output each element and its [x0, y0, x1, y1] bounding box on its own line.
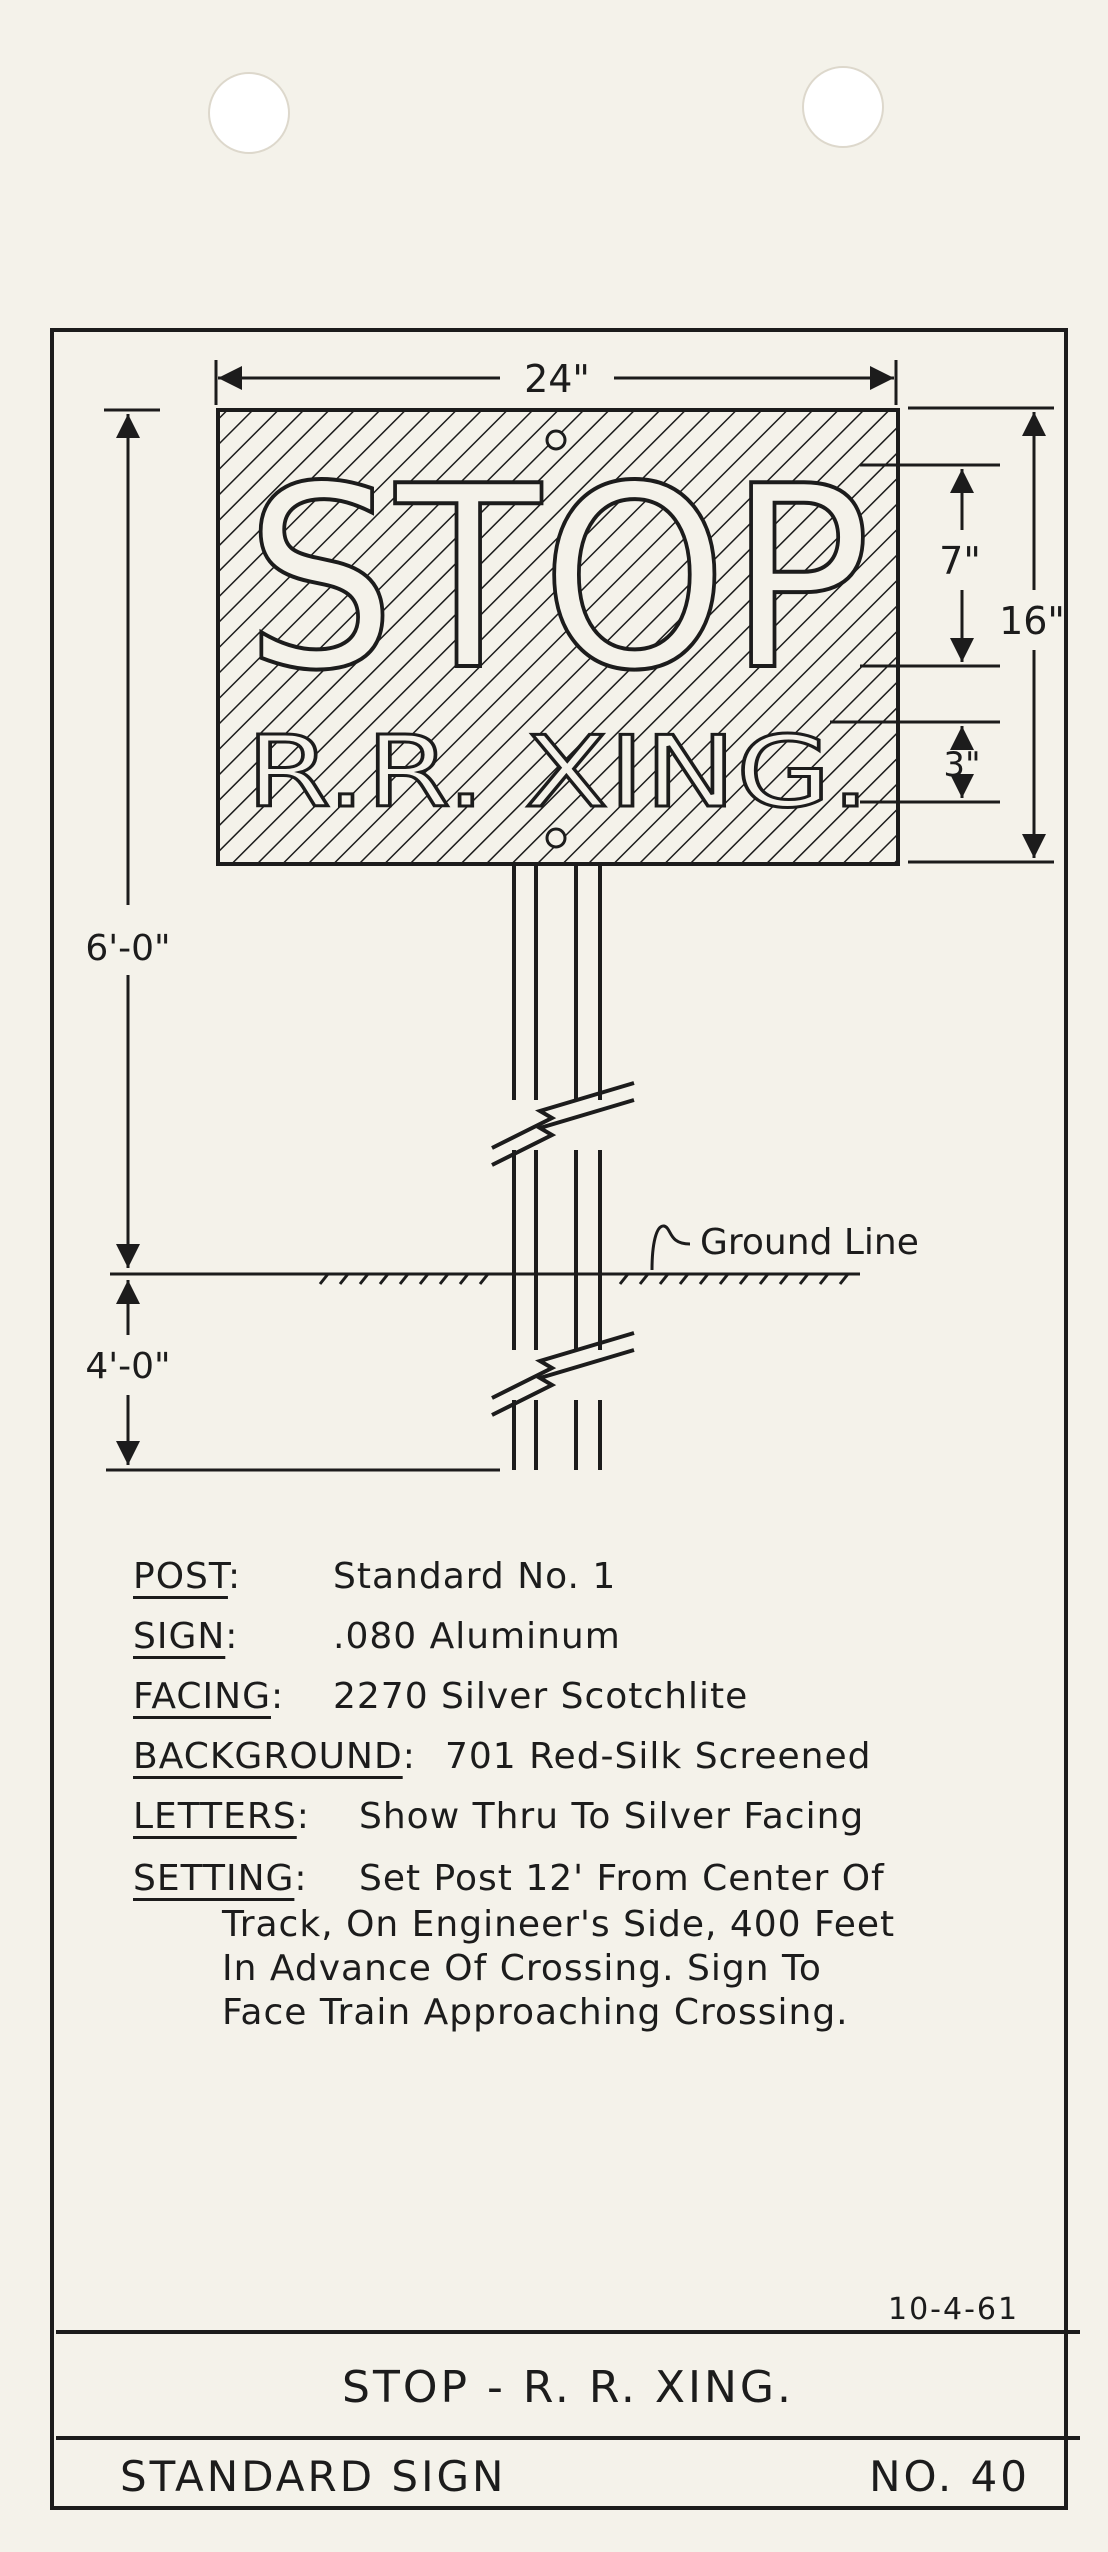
spec-letters-key: LETTERS [133, 1796, 297, 1837]
below-ground-label: 4'-0" [85, 1346, 171, 1387]
setting-line-3: Face Train Approaching Crossing. [222, 1992, 849, 2033]
spec-background-sep: : [402, 1736, 416, 1777]
sign-number: NO. 40 [869, 2452, 1030, 2501]
spec-sign-value: .080 Aluminum [333, 1616, 621, 1657]
top-letter-label: 7" [939, 539, 981, 583]
below-ground-dimension [85, 1280, 170, 1465]
sign-title [56, 2330, 1080, 2440]
spec-facing-sep: : [270, 1676, 285, 1717]
sign-post [106, 866, 634, 1470]
width-dimension [216, 357, 896, 405]
spec-post-key: POST [133, 1556, 228, 1597]
spec-sign-sep: : [225, 1616, 239, 1657]
spec-setting [133, 1858, 885, 1899]
spec-background-key: BACKGROUND [133, 1736, 403, 1777]
spec-post-sep: : [227, 1556, 242, 1597]
sign-xing-text: R.R. XING. [246, 716, 870, 830]
standard-sign-label: STANDARD SIGN [120, 2452, 507, 2501]
width-label: 24" [524, 357, 590, 401]
setting-line-1: Track, On Engineer's Side, 400 Feet [222, 1904, 896, 1945]
spec-facing-key: FACING [133, 1676, 271, 1717]
above-ground-dimension [85, 410, 170, 1268]
spec-facing-value: 2270 Silver Scotchlite [333, 1676, 749, 1717]
footer-bar [56, 2436, 1080, 2510]
spec-setting-key: SETTING [133, 1858, 295, 1899]
height-label: 16" [999, 599, 1065, 643]
spec-letters-sep: : [296, 1796, 310, 1837]
sign-title-text: STOP - R. R. XING. [342, 2361, 794, 2413]
spec-background-value: 701 Red-Silk Screened [445, 1736, 872, 1777]
sign-stop-text: STOP [245, 433, 871, 726]
spec-post [133, 1556, 617, 1597]
ground-line-label: Ground Line [700, 1222, 919, 1263]
bottom-letter-label: 3" [943, 745, 981, 785]
spec-letters [133, 1796, 865, 1837]
spec-facing [133, 1676, 749, 1717]
drawing-date: 10-4-61 [888, 2292, 1020, 2327]
spec-sign-key: SIGN [133, 1616, 226, 1657]
spec-setting-value: Set Post 12' From Center Of [359, 1858, 885, 1899]
spec-background [133, 1736, 872, 1777]
spec-sign [133, 1616, 621, 1657]
mount-hole-bottom [547, 829, 565, 847]
spec-setting-sep: : [294, 1858, 308, 1899]
height-dimension [908, 408, 1065, 862]
spec-post-value: Standard No. 1 [333, 1556, 617, 1597]
above-ground-label: 6'-0" [85, 928, 171, 969]
setting-line-2: In Advance Of Crossing. Sign To [222, 1948, 822, 1989]
spec-letters-value: Show Thru To Silver Facing [359, 1796, 865, 1837]
